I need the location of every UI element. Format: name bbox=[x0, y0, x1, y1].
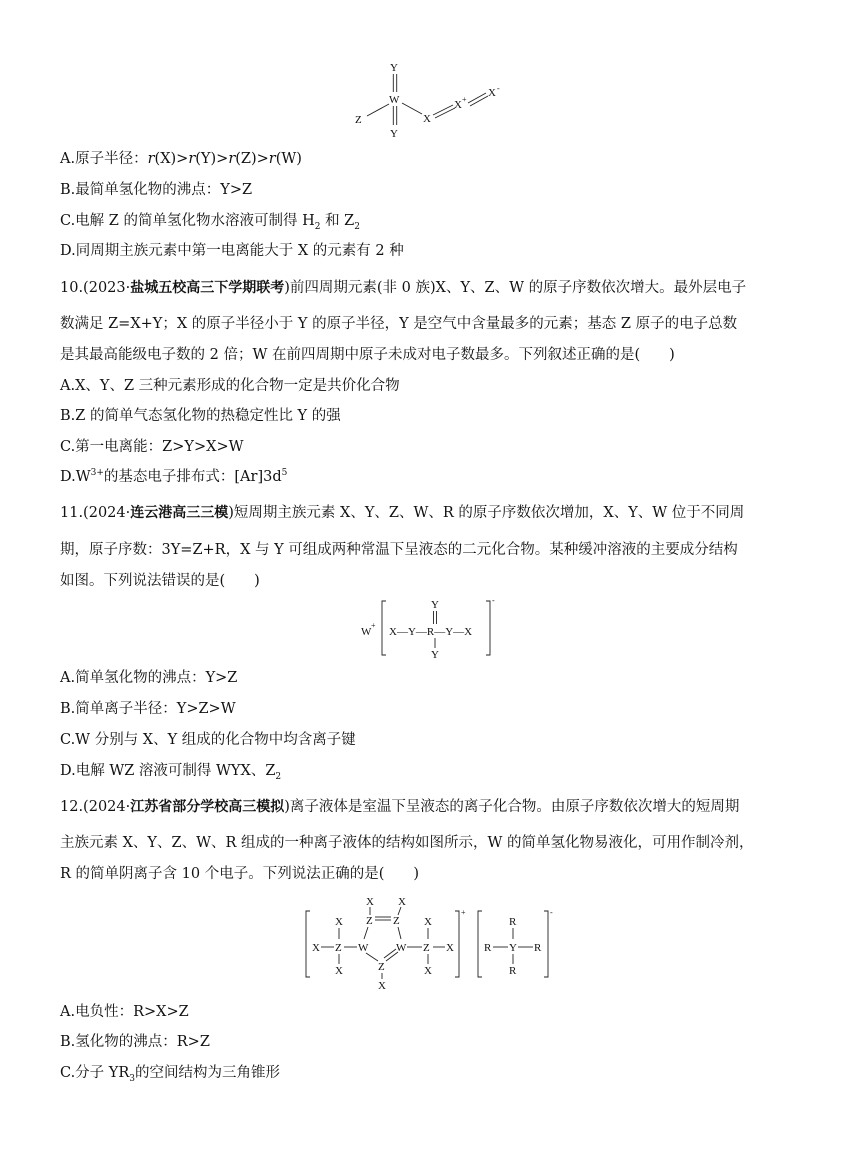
q10-option-c: C.第一电离能：Z>Y>X>W bbox=[60, 439, 244, 455]
q9-option-d: D.同周期主族元素中第一电离能大于 X 的元素有 2 种 bbox=[60, 243, 404, 259]
q9-option-c: C.电解 Z 的简单氢化物水溶液可制得 $H_2$ 和 $Z_2$ bbox=[60, 213, 360, 232]
fig3-w-right: W bbox=[396, 942, 407, 954]
fig3-plus-charge: + bbox=[461, 908, 466, 917]
fig3-r-top: R bbox=[509, 916, 517, 928]
q11-stem-line2: 期，原子序数：3Y=Z+R，X 与 Y 可组成两种常温下呈液态的二元化合物。某种缓冲溶液的主要成分结构 bbox=[60, 542, 738, 558]
fig1-atom-x3: X bbox=[488, 87, 496, 99]
q10-stem-line1: 10.(2023·盐城五校高三下学期联考)前四周期元素(非 0 族)X、Y、Z、W 的原子序数依次增大。最外层电子 bbox=[60, 280, 747, 296]
fig2-atom-w: W bbox=[361, 626, 372, 638]
q10-option-d: $D.W^{3+}$的基态电子排布式：$[Ar]3d^5$ bbox=[60, 468, 288, 485]
fig3-x-right: X bbox=[446, 942, 454, 954]
fig1-minus-charge: - bbox=[497, 84, 500, 93]
q12-option-b: B.氢化物的沸点：R>Z bbox=[60, 1034, 210, 1050]
fig1-atom-y-bottom: Y bbox=[390, 128, 398, 140]
fig3-x-right-bottom: X bbox=[424, 965, 432, 977]
fig3-z-ring-right: Z bbox=[393, 915, 400, 927]
fig2-plus-charge: + bbox=[371, 621, 376, 630]
q9-option-b: B.最简单氢化物的沸点：Y>Z bbox=[60, 182, 253, 198]
fig3-z-ring-left: Z bbox=[366, 915, 373, 927]
fig3-z-right: Z bbox=[423, 942, 430, 954]
fig3-x-ring-right: X bbox=[398, 896, 406, 908]
q11-stem-line3: 如图。下列说法错误的是( ) bbox=[60, 573, 260, 589]
q10-stem-line3: 是其最高能级电子数的 2 倍；W 在前四周期中原子未成对电子数最多。下列叙述正确的是( ) bbox=[60, 347, 675, 363]
fig3-x-ring-bottom: X bbox=[378, 980, 386, 992]
fig2-chain: X—Y—R—Y—X bbox=[389, 626, 473, 638]
q11-option-d: D.电解 WZ 溶液可制得 WYX、$Z_2$ bbox=[60, 763, 282, 782]
q10-source: 盐城五校高三下学期联考 bbox=[130, 280, 285, 296]
q11-option-a: A.简单氢化物的沸点：Y>Z bbox=[60, 670, 238, 686]
fig3-x-left-bottom: X bbox=[335, 965, 343, 977]
figure-q12-structure bbox=[300, 891, 560, 993]
q11-option-b: B.简单离子半径：Y>Z>W bbox=[60, 701, 236, 717]
fig1-atom-x1: X bbox=[423, 113, 431, 125]
fig1-plus-charge: + bbox=[462, 95, 467, 104]
fig3-x-left: X bbox=[312, 942, 320, 954]
fig3-x-ring-left: X bbox=[366, 896, 374, 908]
q12-source: 江苏省部分学校高三模拟 bbox=[130, 799, 285, 815]
figure-q9-structure bbox=[340, 58, 530, 140]
fig3-minus-charge: - bbox=[550, 908, 553, 917]
fig3-z-ring-bottom: Z bbox=[378, 961, 385, 973]
q12-stem-line3: R 的简单阴离子含 10 个电子。下列说法正确的是( ) bbox=[60, 866, 420, 882]
fig3-y-center: Y bbox=[509, 942, 517, 954]
q9-option-a: A.原子半径：r(X)>r(Y)>r(Z)>r(W) bbox=[60, 151, 302, 167]
fig3-r-left: R bbox=[484, 942, 492, 954]
fig3-r-right: R bbox=[534, 942, 542, 954]
fig3-x-right-top: X bbox=[424, 916, 432, 928]
fig3-r-bottom: R bbox=[509, 965, 517, 977]
fig3-x-left-top: X bbox=[335, 916, 343, 928]
fig1-atom-y-top: Y bbox=[390, 62, 398, 74]
q11-option-c: C.W 分别与 X、Y 组成的化合物中均含离子键 bbox=[60, 732, 356, 748]
fig3-z-left: Z bbox=[335, 942, 342, 954]
fig2-atom-y-bottom: Y bbox=[431, 649, 439, 661]
q12-option-c: C.分子 $YR_3$的空间结构为三角锥形 bbox=[60, 1065, 281, 1084]
q12-stem-line1: 12.(2024·江苏省部分学校高三模拟)离子液体是室温下呈液态的离子化合物。由原子序数依次增大的短周期 bbox=[60, 799, 740, 815]
q10-option-a: A.X、Y、Z 三种元素形成的化合物一定是共价化合物 bbox=[60, 378, 400, 394]
fig3-w-left: W bbox=[358, 942, 369, 954]
fig1-atom-x2: X bbox=[454, 99, 462, 111]
fig1-atom-z: Z bbox=[355, 114, 362, 126]
q10-stem-line2: 数满足 Z=X+Y；X 的原子半径小于 Y 的原子半径，Y 是空气中含量最多的元素；基态 Z 原子的电子总数 bbox=[60, 316, 738, 332]
q11-stem-line1: 11.(2024·连云港高三三模)短周期主族元素 X、Y、Z、W、R 的原子序数依次增加，X、Y、W 位于不同周 bbox=[60, 505, 745, 521]
fig2-atom-y-top: Y bbox=[431, 599, 439, 611]
figure-q11-structure bbox=[355, 597, 505, 659]
q10-option-b: B.Z 的简单气态氢化物的热稳定性比 Y 的强 bbox=[60, 408, 341, 424]
q12-stem-line2: 主族元素 X、Y、Z、W、R 组成的一种离子液体的结构如图所示，W 的简单氢化物易液化，可用作制冷剂， bbox=[60, 835, 754, 851]
fig2-minus-charge: - bbox=[492, 596, 495, 605]
q12-option-a: A.电负性：R>X>Z bbox=[60, 1004, 189, 1020]
fig1-atom-w: W bbox=[389, 94, 400, 106]
q11-source: 连云港高三三模 bbox=[130, 505, 229, 521]
